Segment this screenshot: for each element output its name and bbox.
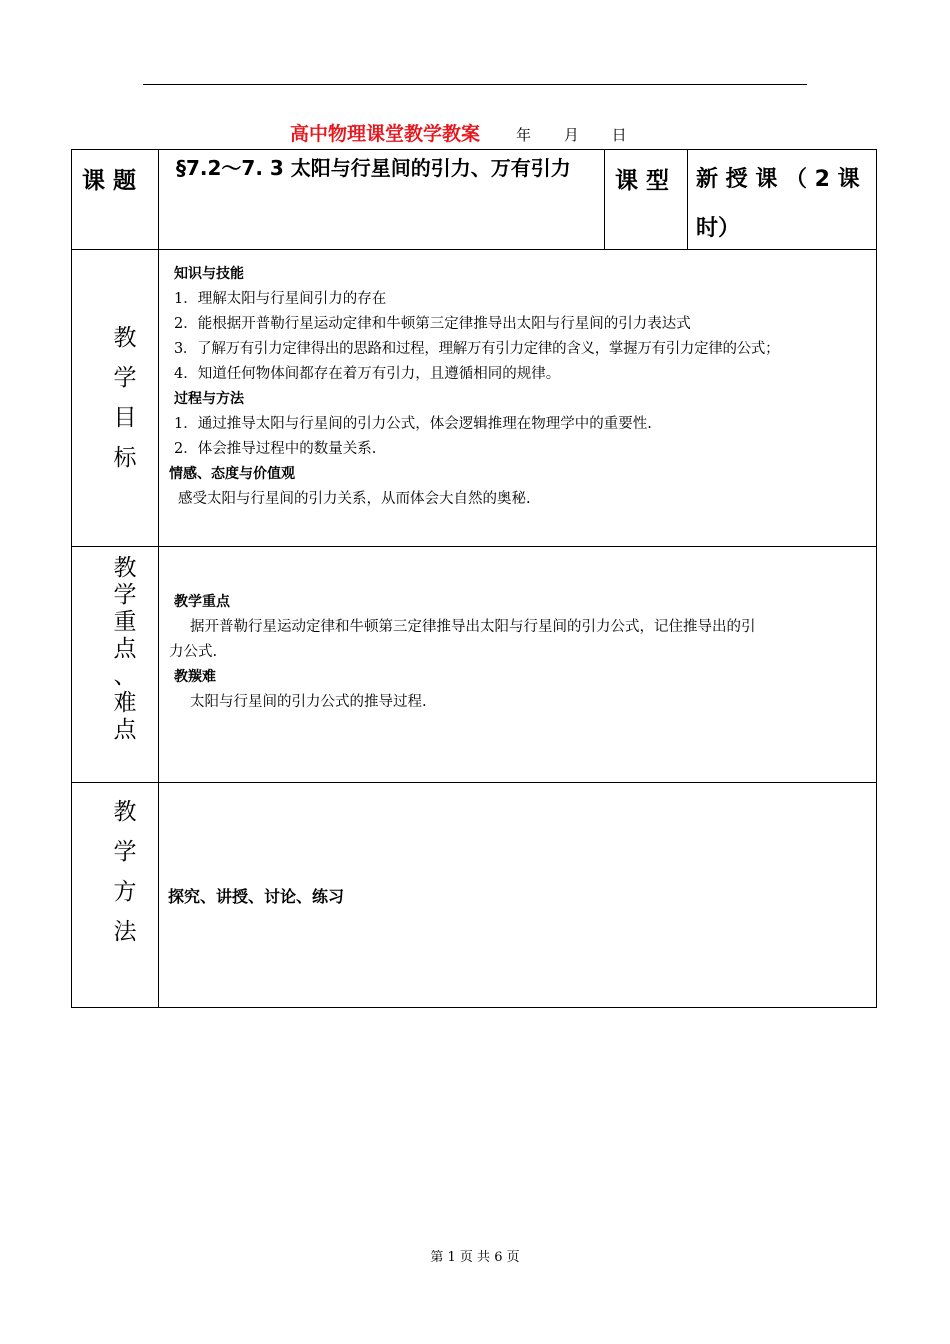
top-rule (143, 84, 807, 85)
date-month: 月 (563, 126, 579, 144)
key-heading: 教学重点 (174, 594, 230, 610)
row-divider (72, 249, 876, 250)
label-column-divider (158, 150, 159, 1008)
page-number: 第 1 页 共 6 页 (430, 1250, 520, 1265)
topic-label: 课 题 (82, 168, 137, 194)
knowledge-heading: 知识与技能 (174, 266, 244, 282)
goals-label: 教 学 目 标 (113, 325, 137, 471)
date-year: 年 (516, 126, 532, 144)
document-title-line (290, 121, 655, 148)
difficulty-heading: 教羰难 (174, 669, 216, 685)
key-points-label: 教 学 重 点 、 难 点 (113, 555, 137, 743)
type-column-divider (604, 150, 605, 249)
type-label: 课 型 (615, 168, 670, 194)
process-item: 2．体会推导过程中的数量关系. (174, 441, 377, 457)
methods-text: 探究、讲授、讨论、练习 (168, 887, 345, 906)
emotion-text: 感受太阳与行星间的引力关系，从而体会大自然的奥秘. (178, 491, 531, 507)
type-value-line2: 时） (696, 216, 741, 241)
knowledge-item: 4．知道任何物体间都存在着万有引力，且遵循相同的规律。 (174, 366, 561, 382)
type-value-divider (687, 150, 688, 249)
knowledge-item: 2．能根据开普勒行星运动定律和牛顿第三定律推导出太阳与行星间的引力表达式 (174, 316, 691, 332)
knowledge-item: 3．了解万有引力定律得出的思路和过程，理解万有引力定律的含义，掌握万有引力定律的公式； (174, 341, 780, 357)
row-divider (72, 782, 876, 783)
date-day: 日 (611, 126, 627, 144)
methods-label: 教 学 方 法 (113, 799, 137, 945)
knowledge-item: 1．理解太阳与行星间引力的存在 (174, 291, 387, 307)
key-text: 据开普勒行星运动定律和牛顿第三定律推导出太阳与行星间的引力公式，记住推导出的引 (190, 619, 756, 635)
lesson-plan-table (71, 149, 877, 1008)
emotion-heading: 情感、态度与价值观 (169, 466, 295, 482)
key-text-continued: 力公式. (169, 644, 218, 660)
process-heading: 过程与方法 (174, 391, 244, 407)
topic-value: §7.2～7. 3 太阳与行星间的引力、万有引力 (176, 156, 571, 180)
date-fields (516, 126, 655, 144)
difficulty-text: 太阳与行星间的引力公式的推导过程. (190, 694, 427, 710)
process-item: 1．通过推导太阳与行星间的引力公式，体会逻辑推理在物理学中的重要性. (174, 416, 652, 432)
document-title: 高中物理课堂教学教案 (290, 123, 481, 145)
row-divider (72, 546, 876, 547)
type-value-line1: 新 授 课 （ 2 课 (696, 167, 860, 192)
